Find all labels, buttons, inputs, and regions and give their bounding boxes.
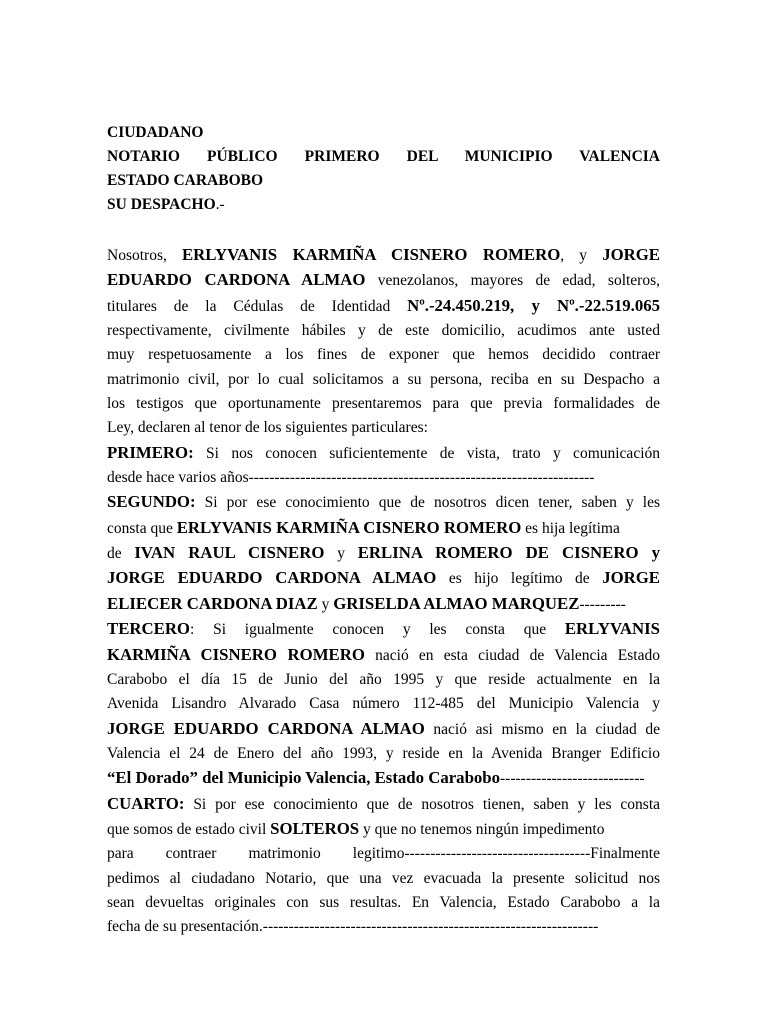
bold-text: Nº.-24.450.219, y Nº.-22.519.065 [407, 295, 660, 315]
heading-line-4-bold: SU DESPACHO [107, 196, 216, 213]
text-run: Avenida Lisandro Alvarado Casa número 112-485 del Municipio Valencia y [107, 695, 660, 713]
bold-text: KARMIÑA CISNERO ROMERO [107, 644, 365, 664]
letter-heading [107, 121, 660, 217]
body-line [107, 566, 660, 591]
body-line [107, 490, 660, 515]
text-run: --------- [579, 595, 626, 613]
body-line [107, 742, 660, 766]
bold-text: JORGE [602, 568, 660, 588]
text-run: es hija legítima [521, 519, 620, 537]
body-line [107, 792, 660, 817]
text-run: Si por ese conocimiento que de nosotros dicen tener, saben y les [195, 494, 660, 512]
text-run: venezolanos, mayores de edad, solteros, [365, 272, 660, 290]
bold-text: SEGUNDO: [107, 492, 196, 512]
text-run: y que no tenemos ningún impedimento [359, 820, 605, 838]
bold-text: TERCERO [107, 619, 190, 639]
bold-text: “El Dorado” del Municipio Valencia, Estado Carabobo [107, 768, 501, 788]
heading-line-3: ESTADO CARABOBO [107, 172, 264, 189]
bold-text: JORGE EDUARDO CARDONA ALMAO [107, 718, 425, 738]
body-line [107, 668, 660, 692]
body-line [107, 643, 660, 668]
bold-text: ERLYVANIS KARMIÑA CISNERO ROMERO [176, 517, 522, 537]
body-line [107, 516, 660, 541]
text-run: los testigos que oportunamente presentaremos para que previa formalidades de [107, 395, 660, 413]
body-line [107, 319, 660, 343]
text-run: ---------------------------- [500, 770, 645, 788]
text-run: de [107, 545, 135, 563]
body-line [107, 766, 660, 791]
text-run: fecha de su presentación.----------------------------------------------------------------- [107, 918, 599, 936]
text-run: Nosotros, [107, 247, 182, 264]
text-run: muy respetuosamente a los fines de exponer que hemos decidido contraer [107, 346, 660, 364]
text-run: Ley, declaren al tenor de los siguientes particulares: [107, 419, 428, 437]
text-run: consta que [107, 519, 177, 537]
text-run: matrimonio civil, por lo cual solicitamos a su persona, reciba en su Despacho a [107, 370, 660, 388]
text-run: Si por ese conocimiento que de nosotros tienen, saben y les consta [184, 795, 660, 813]
bold-text: ERLINA ROMERO DE CISNERO y [357, 543, 660, 563]
text-run: Si nos conocen suficientemente de vista, trato y comunicación [193, 444, 660, 462]
body-line [107, 617, 660, 642]
body-line [107, 817, 660, 842]
body-line [107, 368, 660, 392]
body-line [107, 717, 660, 742]
text-run: , y [560, 247, 603, 264]
text-run: respectivamente, civilmente hábiles y de este domicilio, acudimos ante usted [107, 322, 660, 340]
body-line [107, 692, 660, 716]
heading-line-1: CIUDADANO [107, 124, 204, 141]
bold-text: JORGE EDUARDO CARDONA ALMAO [107, 568, 437, 588]
text-run: Valencia el 24 de Enero del año 1993, y reside en la Avenida Branger Edificio [107, 744, 660, 762]
body-line [107, 268, 660, 293]
text-run: y [317, 595, 334, 613]
text-run: y [324, 545, 358, 563]
body-line [107, 441, 660, 466]
heading-line-2: NOTARIO PÚBLICO PRIMERO DEL MUNICIPIO VALENCIA [107, 148, 660, 165]
text-run: sean devueltas originales con sus resultas. En Valencia, Estado Carabobo a la [107, 893, 660, 911]
bold-text: ELIECER CARDONA DIAZ [107, 593, 318, 613]
bold-text: ERLYVANIS KARMIÑA CISNERO ROMERO [181, 245, 561, 264]
bold-text: EDUARDO CARDONA ALMAO [107, 270, 366, 290]
body-line [107, 294, 660, 319]
bold-text: SOLTEROS [270, 818, 360, 838]
text-run: para contraer matrimonio legitimo------------------------------------Finalmente [107, 845, 660, 863]
bold-text: GRISELDA ALMAO MARQUEZ [333, 593, 580, 613]
letter-body [107, 243, 660, 940]
text-run: nació asi mismo en la ciudad de [424, 720, 660, 738]
text-run: nació en esta ciudad de Valencia Estado [364, 646, 660, 664]
text-run: es hijo legítimo de [436, 570, 603, 588]
body-line [107, 466, 660, 490]
bold-text: ERLYVANIS [564, 619, 660, 639]
text-run: desde hace varios años------------------------------------------------------------------- [107, 469, 595, 487]
bold-text: CUARTO: [107, 793, 185, 813]
bold-text: JORGE [602, 245, 660, 264]
heading-line-4-tail: .- [215, 196, 225, 213]
text-run: titulares de la Cédulas de Identidad [107, 297, 408, 315]
bold-text: IVAN RAUL CISNERO [134, 543, 325, 563]
bold-text: PRIMERO: [107, 442, 194, 462]
body-line [107, 915, 660, 939]
body-line [107, 867, 660, 891]
body-line [107, 842, 660, 866]
body-line [107, 243, 660, 268]
body-line [107, 592, 660, 617]
body-line [107, 343, 660, 367]
body-line [107, 392, 660, 416]
text-run: : Si igualmente conocen y les consta que [190, 621, 565, 639]
text-run: pedimos al ciudadano Notario, que una vez evacuada la presente solicitud nos [107, 869, 660, 887]
text-run: Carabobo el día 15 de Junio del año 1995 y que reside actualmente en la [107, 670, 660, 688]
body-line [107, 541, 660, 566]
heading-line-4 [107, 193, 660, 217]
body-line [107, 416, 660, 440]
text-run: que somos de estado civil [107, 820, 271, 838]
body-line [107, 891, 660, 915]
